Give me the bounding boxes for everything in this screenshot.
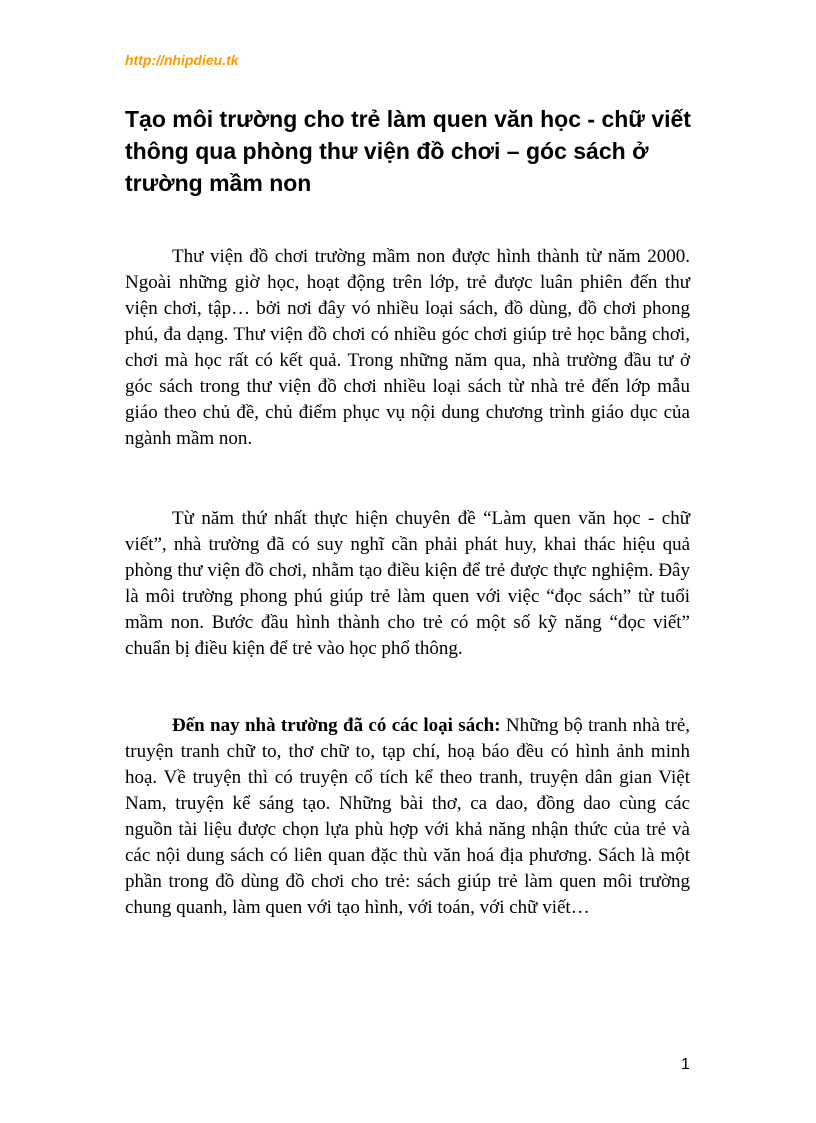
paragraph-2: Từ năm thứ nhất thực hiện chuyên đề “Làm quen văn học - chữ viết”, nhà trường đã có suy nghĩ cần phải phát huy, khai thác hiệu quả phòng thư viện đồ chơi, nhằm tạo điều kiện để trẻ được thực nghiệm. Đây là môi trường phong phú giúp trẻ làm quen với việc “đọc sách” từ tuổi mầm non. Bước đầu hình thành cho trẻ có một số kỹ năng “đọc viết” chuẩn bị điều kiện để trẻ vào học phổ thông. xyxy=(125,508,690,659)
paragraph-1: Thư viện đồ chơi trường mầm non được hình thành từ năm 2000. Ngoài những giờ học, hoạt động trên lớp, trẻ được luân phiên đến thư viện chơi, tập… bởi nơi đây vó nhiều loại sách, đồ dùng, đồ chơi phong phú, đa dạng. Thư viện đồ chơi có nhiều góc chơi giúp trẻ học bằng chơi, chơi mà học rất có kết quả. Trong những năm qua, nhà trường đầu tư ở góc sách trong thư viện đồ chơi nhiều loại sách từ nhà trẻ đến lớp mẫu giáo theo chủ đề, chủ điểm phục vụ nội dung chương trình giáo dục của ngành mầm non. xyxy=(125,246,690,449)
document-title: Tạo môi trường cho trẻ làm quen văn học - chữ viết thông qua phòng thư viện đồ chơi – góc sách ở trường mầm non xyxy=(125,106,691,196)
header-url[interactable]: http://nhipdieu.tk xyxy=(125,52,239,68)
paragraph-3-lead: Đến nay nhà trường đã có các loại sách: xyxy=(172,715,501,736)
paragraph-3 xyxy=(125,713,690,921)
page-number: 1 xyxy=(681,1056,690,1073)
paragraph-3-text: Những bộ tranh nhà trẻ, truyện tranh chữ to, thơ chữ to, tạp chí, hoạ báo đều có hình ảnh minh hoạ. Về truyện thì có truyện cổ tích kể theo tranh, truyện dân gian Việt Nam, truyện kể sáng tạo. Những bài thơ, ca dao, đồng dao cùng các nguồn tài liệu được chọn lựa phù hợp với khả năng nhận thức của trẻ và các nội dung sách có liên quan đặc thù văn hoá địa phương. Sách là một phần trong đồ dùng đồ chơi cho trẻ: sách giúp trẻ làm quen môi trường chung quanh, làm quen với tạo hình, với toán, với chữ viết… xyxy=(125,715,691,918)
